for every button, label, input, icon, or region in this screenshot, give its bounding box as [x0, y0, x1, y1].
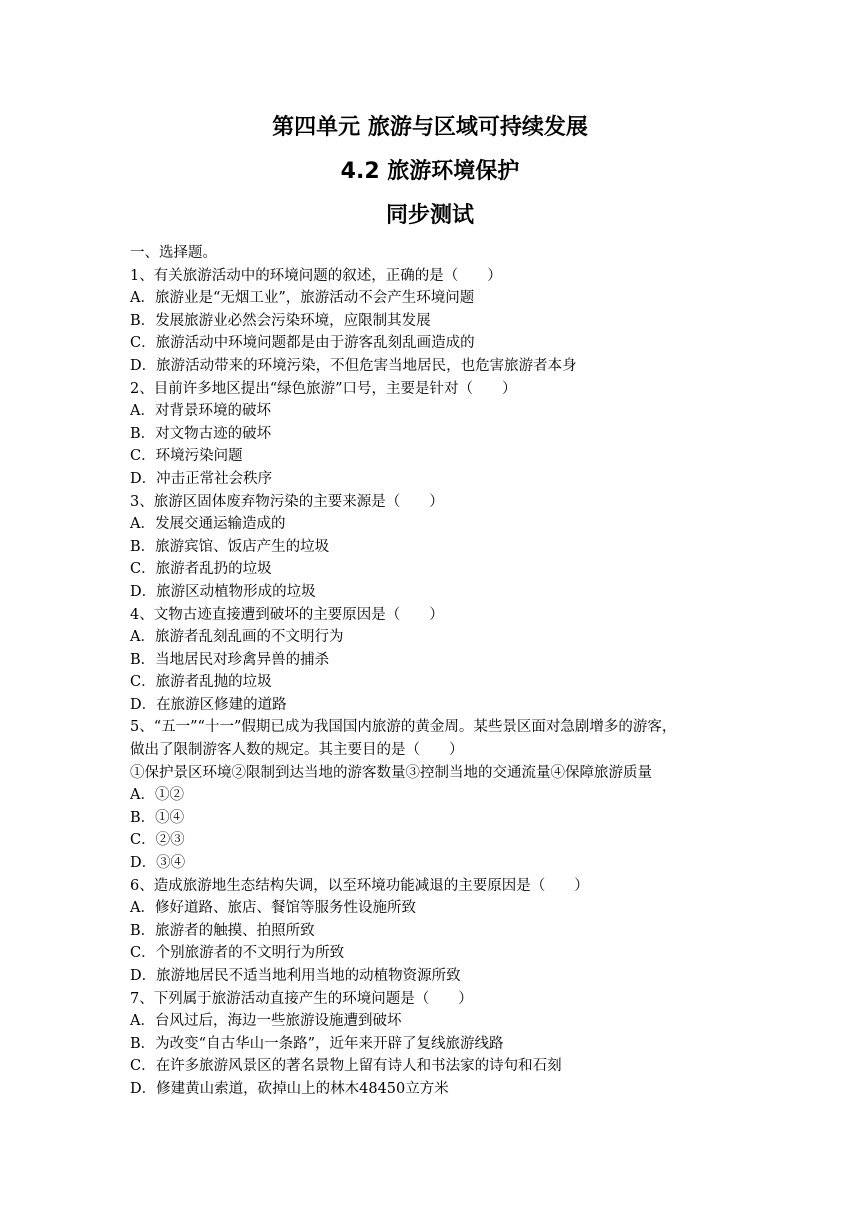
- question-3-option-d: D．旅游区动植物形成的垃圾: [130, 583, 316, 600]
- question-2-option-a: A．对背景环境的破坏: [130, 403, 271, 420]
- subtitle: 同步测试: [385, 203, 474, 228]
- question-1-option-c: C．旅游活动中环境问题都是由于游客乱刻乱画造成的: [130, 335, 475, 352]
- question-4-stem: 4、文物古迹直接遭到破坏的主要原因是（ ）: [130, 606, 444, 623]
- question-1-stem: 1、有关旅游活动中的环境问题的叙述，正确的是（ ）: [130, 267, 502, 284]
- lesson-title: 4.2 旅游环境保护: [340, 159, 520, 184]
- question-4-option-d: D．在旅游区修建的道路: [130, 696, 287, 713]
- question-3-option-b: B．旅游宾馆、饭店产生的垃圾: [130, 538, 330, 555]
- section-heading: 一、选择题。: [130, 245, 217, 261]
- question-5-option-c: C．②③: [130, 832, 185, 849]
- question-5-stem: 5、“五一”“十一”假期已成为我国国内旅游的黄金周。某些景区面对急剧增多的游客，: [130, 719, 677, 736]
- question-7-option-b: B．为改变“自古华山一条路”，近年来开辟了复线旅游线路: [130, 1035, 504, 1052]
- question-7-stem: 7、下列属于旅游活动直接产生的环境问题是（ ）: [130, 990, 473, 1007]
- question-1-option-b: B．发展旅游业必然会污染环境，应限制其发展: [130, 312, 431, 329]
- question-6-stem: 6、造成旅游地生态结构失调，以至环境功能减退的主要原因是（ ）: [130, 877, 589, 894]
- question-6-option-b: B．旅游者的触摸、拍照所致: [130, 922, 315, 939]
- question-5-statements: ①保护景区环境②限制到达当地的游客数量③控制当地的交通流量④保障旅游质量: [130, 764, 652, 781]
- question-3-stem: 3、旅游区固体废弃物污染的主要来源是（ ）: [130, 493, 444, 510]
- question-2-option-c: C．环境污染问题: [130, 448, 243, 465]
- question-3-option-a: A．发展交通运输造成的: [130, 516, 286, 533]
- unit-title: 第四单元 旅游与区域可持续发展: [272, 115, 588, 140]
- question-1-option-a: A．旅游业是“无烟工业”，旅游活动不会产生环境问题: [130, 290, 475, 307]
- question-2-option-d: D．冲击正常社会秩序: [130, 470, 273, 487]
- question-body: [130, 242, 730, 1101]
- question-2-option-b: B．对文物古迹的破坏: [130, 425, 272, 442]
- question-4-option-a: A．旅游者乱刻乱画的不文明行为: [130, 629, 344, 646]
- question-2-stem: 2、目前许多地区提出“绿色旅游”口号，主要是针对（ ）: [130, 380, 517, 397]
- question-6-option-c: C．个别旅游者的不文明行为所致: [130, 945, 345, 962]
- question-7-option-d: D．修建黄山索道，砍掉山上的林木48450立方米: [130, 1080, 449, 1097]
- question-5-option-d: D．③④: [130, 855, 186, 872]
- question-5-option-b: B．①④: [130, 809, 185, 826]
- question-6-option-d: D．旅游地居民不适当地利用当地的动植物资源所致: [130, 968, 461, 984]
- question-5-option-a: A．①②: [130, 787, 184, 804]
- question-1-option-d: D．旅游活动带来的环境污染，不但危害当地居民，也危害旅游者本身: [130, 357, 577, 374]
- question-4-option-c: C．旅游者乱抛的垃圾: [130, 674, 272, 691]
- question-6-option-a: A．修好道路、旅店、餐馆等服务性设施所致: [130, 900, 416, 917]
- question-4-option-b: B．当地居民对珍禽异兽的捕杀: [130, 651, 330, 668]
- question-7-option-a: A．台风过后，海边一些旅游设施遭到破坏: [130, 1013, 402, 1030]
- question-7-option-c: C．在许多旅游风景区的著名景物上留有诗人和书法家的诗句和石刻: [130, 1058, 562, 1075]
- question-5-stem-continued: 做出了限制游客人数的规定。其主要目的是（ ）: [130, 742, 464, 759]
- question-3-option-c: C．旅游者乱扔的垃圾: [130, 561, 272, 578]
